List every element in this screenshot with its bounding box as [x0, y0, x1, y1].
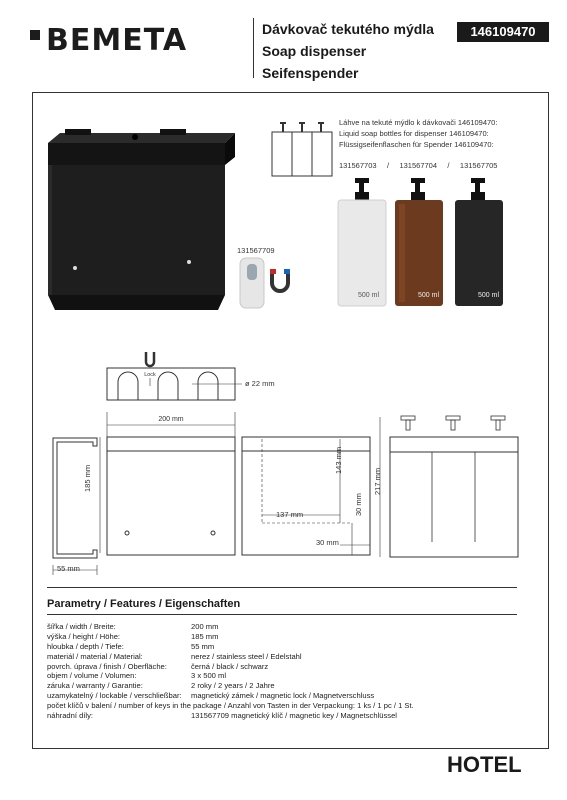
- feature-label: uzamykatelný / lockable / verschließbar:: [47, 691, 182, 701]
- features-title: Parametry / Features / Eigenschaften: [47, 598, 241, 610]
- amber-bottle: [395, 178, 443, 306]
- feature-value: 55 mm: [191, 641, 215, 651]
- product-code: 146109470: [457, 22, 549, 42]
- feature-value: magnetický zámek / magnetic lock / Magnetverschluss: [191, 691, 375, 701]
- top-view-drawing: [100, 340, 300, 410]
- feature-value: 200 mm: [191, 622, 219, 631]
- depth-label: 55 mm: [57, 564, 80, 573]
- feature-label: objem / volume / Volumen:: [47, 671, 137, 681]
- key-code: 131567709: [237, 246, 275, 255]
- dim-217-label: 217 mm: [373, 467, 382, 495]
- feature-value: 2 roky / 2 years / 2 Jahre: [191, 681, 275, 691]
- height-label: 185 mm: [83, 464, 92, 492]
- magnetic-key-photo: [238, 255, 298, 315]
- bottle-volume-2: 500 ml: [418, 292, 440, 299]
- feature-label: záruka / warranty / Garantie:: [47, 681, 143, 691]
- bottles-photo: [325, 176, 515, 311]
- bottles-description: [339, 117, 497, 150]
- features-divider: [47, 614, 517, 615]
- clear-bottle: [338, 178, 386, 306]
- front-view-bottles-drawing: [388, 412, 523, 560]
- bottle-codes: 131567703 / 131567704 / 131567705: [339, 161, 498, 170]
- dim-143-label: 143 mm: [334, 446, 343, 474]
- brand-logo: [32, 23, 188, 58]
- dim-30-v-label: 30 mm: [354, 493, 363, 516]
- bottles-desc-de: Flüssigseifenflaschen für Spender 146109470:: [339, 140, 494, 149]
- feature-value: černá / black / schwarz: [191, 661, 269, 671]
- width-label: 200 mm: [158, 416, 184, 423]
- feature-label: náhradní díly:: [47, 711, 94, 721]
- feature-label: materiál / material / Material:: [47, 651, 143, 661]
- header-divider: [253, 18, 254, 78]
- feature-label: šířka / width / Breite:: [47, 622, 116, 631]
- lock-label: Lock: [144, 372, 156, 378]
- logo-square-icon: [30, 30, 40, 40]
- product-titles: [262, 18, 434, 84]
- bottles-desc-cs: Láhve na tekuté mýdlo k dávkovači 146109470:: [339, 118, 498, 127]
- title-en: Soap dispenser: [262, 43, 367, 59]
- black-bottle: [455, 178, 503, 306]
- feature-label: povrch. úprava / finish / Oberfläche:: [47, 661, 167, 671]
- feature-value: 131567709 magnetický klíč / magnetic key / Magnetschlüssel: [191, 711, 397, 721]
- bottle-volume-1: 500 ml: [358, 292, 380, 299]
- feature-value: 3 x 500 ml: [191, 671, 227, 681]
- feature-label: hloubka / depth / Tiefe:: [47, 641, 124, 651]
- features-divider-top: [47, 587, 517, 588]
- dim-137-label: 137 mm: [276, 510, 304, 519]
- bottles-desc-en: Liquid soap bottles for dispenser 146109470:: [339, 129, 489, 138]
- bottle-volume-3: 500 ml: [478, 292, 500, 299]
- diameter-label: ø 22 mm: [245, 379, 275, 388]
- dispenser-photo: [40, 125, 240, 320]
- bottles-holder-diagram: [268, 118, 336, 180]
- feature-value: 185 mm: [191, 631, 219, 641]
- hotel-category: HOTEL: [447, 752, 522, 777]
- title-cs: Dávkovač tekutého mýdla: [262, 21, 434, 37]
- front-view-drawing: [105, 435, 240, 560]
- title-de: Seifenspender: [262, 65, 359, 81]
- feature-value: nerez / stainless steel / Edelstahl: [191, 651, 302, 661]
- brand-name: BEMETA: [46, 23, 188, 58]
- dim-30-h-label: 30 mm: [316, 538, 339, 547]
- feature-label: počet klíčů v balení / number of keys in the package / Anzahl von Tasten in der Verpackung: 1 ks / 1 pc / 1 St.: [47, 701, 414, 711]
- feature-label: výška / height / Höhe:: [47, 631, 121, 641]
